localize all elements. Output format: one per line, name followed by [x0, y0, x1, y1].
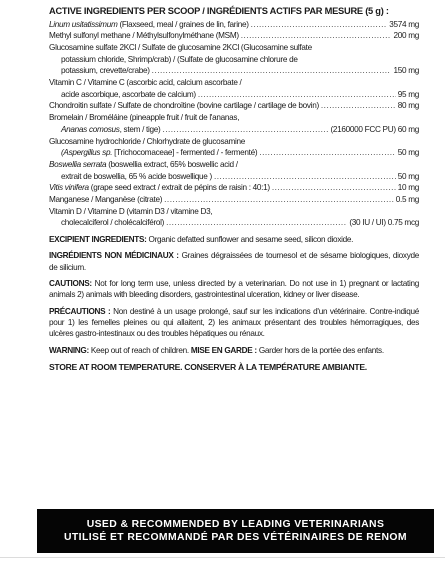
ingredient-text: (Aspergillus sp.	[61, 148, 113, 158]
ingredient-amount: 3574 mg	[389, 19, 419, 29]
ingredient-line	[49, 77, 419, 89]
cautions-paragraph	[49, 278, 419, 301]
ingredient-text: Linum usitatissimum	[49, 19, 118, 29]
ingredient-name	[49, 160, 238, 169]
ingredient-item	[49, 206, 419, 229]
ingredient-text: cholecalciferol / cholécalciférol)	[61, 218, 165, 228]
storage-statement: STORE AT ROOM TEMPERATURE. CONSERVER À LA TEMPÉRATURE AMBIANTE.	[49, 361, 367, 372]
ingredient-text: [Trichocomaceae] - fermented / - fermenté)	[112, 148, 258, 158]
ingredient-line	[49, 42, 419, 54]
ingredient-item	[49, 136, 419, 159]
ingredient-item	[49, 42, 419, 77]
ingredient-amount: 50 mg	[397, 148, 419, 158]
ingredient-text: (Flaxseed, meal / graines de lin, farine)	[117, 19, 249, 29]
ingredient-name	[61, 55, 298, 64]
ingredient-name	[49, 78, 242, 87]
ingredient-item	[49, 100, 419, 112]
ingredient-item	[49, 159, 419, 182]
ingredient-text: Manganese / Manganèse (citrate)	[49, 195, 163, 205]
ingredient-text: extrait de boswellia, 65 % acide boswellique )	[61, 171, 212, 181]
dot-leader	[321, 100, 396, 112]
dot-leader	[214, 171, 396, 183]
ingredient-line	[49, 89, 419, 101]
cautions-label: CAUTIONS:	[49, 279, 92, 289]
ingredient-name	[61, 65, 150, 77]
ingredients-list	[49, 19, 419, 230]
ingredient-name	[49, 137, 245, 146]
ingredient-text: , stem / tige)	[119, 124, 161, 134]
ingredient-amount: 80 mg	[397, 101, 419, 111]
ingredient-line	[49, 19, 419, 31]
ingredient-text: Vitamin C / Vitamine C (ascorbic acid, calcium ascorbate /	[49, 78, 242, 88]
ingredient-name	[61, 147, 257, 159]
ingredient-amount: 0.5 mg	[395, 195, 419, 205]
excipient-text: Organic defatted sunflower and sesame seed, silicon dioxide.	[146, 235, 354, 245]
warning-text: Keep out of reach of children.	[88, 345, 191, 355]
ingredient-amount: (2160000 FCC PU) 60 mg	[330, 124, 419, 134]
ingredient-item	[49, 77, 419, 100]
non-medicinal-text: Graines dégraissées de tournesol et de sésame biologiques, dioxyde de silicium.	[49, 251, 419, 272]
ingredient-item	[49, 30, 419, 42]
ingredient-name	[49, 194, 162, 206]
ingredient-amount: 50 mg	[397, 171, 419, 181]
banner-line-fr: UTILISÉ ET RECOMMANDÉ PAR DES VÉTÉRINAIRES DE RENOM	[64, 532, 407, 543]
ingredient-line	[49, 171, 419, 183]
ingredient-amount: 200 mg	[393, 31, 419, 41]
precautions-paragraph	[49, 306, 419, 340]
ingredient-amount: 10 mg	[397, 183, 419, 193]
ingredient-text: Ananas comosus	[61, 124, 120, 134]
ingredient-text: Glucosamine sulfate 2KCl / Sulfate de glucosamine 2KCl (Glucosamine sulfate	[49, 42, 312, 52]
dot-leader	[198, 89, 396, 101]
dot-leader	[241, 30, 392, 42]
ingredient-amount: 95 mg	[397, 89, 419, 99]
ingredient-item	[49, 112, 419, 135]
ingredient-line	[49, 124, 419, 136]
ingredient-amount: (30 IU / UI) 0.75 mcg	[349, 218, 419, 228]
ingredient-line	[49, 112, 419, 124]
ingredient-name	[49, 19, 249, 31]
warning-label-fr: MISE EN GARDE :	[190, 345, 257, 355]
ingredient-item	[49, 19, 419, 31]
dot-leader	[272, 182, 396, 194]
dot-leader	[164, 194, 394, 206]
dot-leader	[162, 124, 328, 136]
ingredient-text: Boswellia serrata	[49, 159, 107, 169]
banner-line-en: USED & RECOMMENDED BY LEADING VETERINARIANS	[86, 519, 385, 530]
ingredient-text: Bromelain / Broméláine (pineapple fruit / fruit de l'ananas,	[49, 113, 240, 123]
ingredient-text: potassium chloride, Shrimp/crab) / (Sulfate de glucosamine chlorure de	[61, 54, 298, 64]
ingredient-item	[49, 194, 419, 206]
ingredient-name	[49, 100, 319, 112]
ingredient-name	[49, 182, 270, 194]
bottom-divider	[0, 557, 445, 558]
ingredient-line	[49, 100, 419, 112]
ingredient-line	[49, 65, 419, 77]
dot-leader	[259, 147, 395, 159]
ingredient-name	[49, 43, 312, 52]
ingredient-text: Glucosamine hydrochloride / Chlorhydrate de glucosamine	[49, 136, 246, 146]
ingredient-text: Methyl sulfonyl methane / Méthylsulfonylméthane (MSM)	[49, 31, 239, 41]
ingredient-line	[49, 194, 419, 206]
cautions-text: Not for long term use, unless directed by a veterinarian. Do not use in 1) pregnant or lactating animals 2) animals with bleeding disorders, gastrointestinal ulceration, kidney or liver disease.	[49, 279, 419, 300]
ingredient-line	[49, 54, 419, 66]
ingredient-amount: 150 mg	[393, 66, 419, 76]
ingredient-name	[49, 207, 212, 216]
ingredient-name	[49, 113, 239, 122]
ingredient-line	[49, 182, 419, 194]
dot-leader	[152, 65, 392, 77]
warning-label: WARNING:	[49, 345, 89, 355]
ingredient-line	[49, 159, 419, 171]
dot-leader	[251, 19, 388, 31]
ingredient-text: (grape seed extract / extrait de pépins de raisin : 40:1)	[88, 183, 270, 193]
ingredient-text: (boswellia extract, 65% boswellic acid /	[106, 159, 238, 169]
ingredient-text: acide ascorbique, ascorbate de calcium)	[61, 89, 196, 99]
dot-leader	[166, 217, 347, 229]
ingredient-text: potassium, crevette/crabe)	[61, 66, 150, 76]
ingredients-heading: ACTIVE INGREDIENTS PER SCOOP / INGRÉDIENTS ACTIFS PAR MESURE (5 g) :	[49, 6, 389, 16]
warning-text-fr: Garder hors de la portée des enfants.	[256, 345, 384, 355]
ingredient-text: Vitis vinifera	[49, 183, 89, 193]
warning-paragraph	[49, 345, 419, 356]
ingredient-text: Chondroitin sulfate / Sulfate de chondroïtine (bovine cartilage / cartilage de bovin)	[49, 101, 319, 111]
ingredient-name	[61, 124, 160, 136]
ingredient-name	[61, 171, 212, 183]
recommendation-banner	[37, 509, 434, 553]
ingredient-name	[61, 217, 164, 229]
ingredient-text: Vitamin D / Vitamine D (vitamin D3 / vitamine D3,	[49, 206, 213, 216]
ingredient-name	[61, 89, 196, 101]
precautions-text: Non destiné à un usage prolongé, sauf sur les indications d'un vétérinaire. Contre-indiqué pour 1) les femelles pleines ou qui allaitent, 2) les animaux présentant des troubles hémorragiques, des ulcères gastro-intestinaux ou des troubles hépatiques ou rénaux.	[49, 306, 419, 339]
precautions-label: PRÉCAUTIONS :	[49, 306, 111, 316]
ingredient-item	[49, 182, 419, 194]
ingredient-line	[49, 147, 419, 159]
ingredient-name	[49, 30, 239, 42]
ingredient-line	[49, 206, 419, 218]
non-medicinal-label: INGRÉDIENTS NON MÉDICINAUX :	[49, 251, 179, 261]
non-medicinal-paragraph	[49, 250, 419, 273]
ingredient-line	[49, 30, 419, 42]
ingredient-line	[49, 217, 419, 229]
excipient-paragraph	[49, 234, 419, 245]
excipient-label: EXCIPIENT INGREDIENTS:	[49, 235, 147, 245]
ingredient-line	[49, 136, 419, 148]
